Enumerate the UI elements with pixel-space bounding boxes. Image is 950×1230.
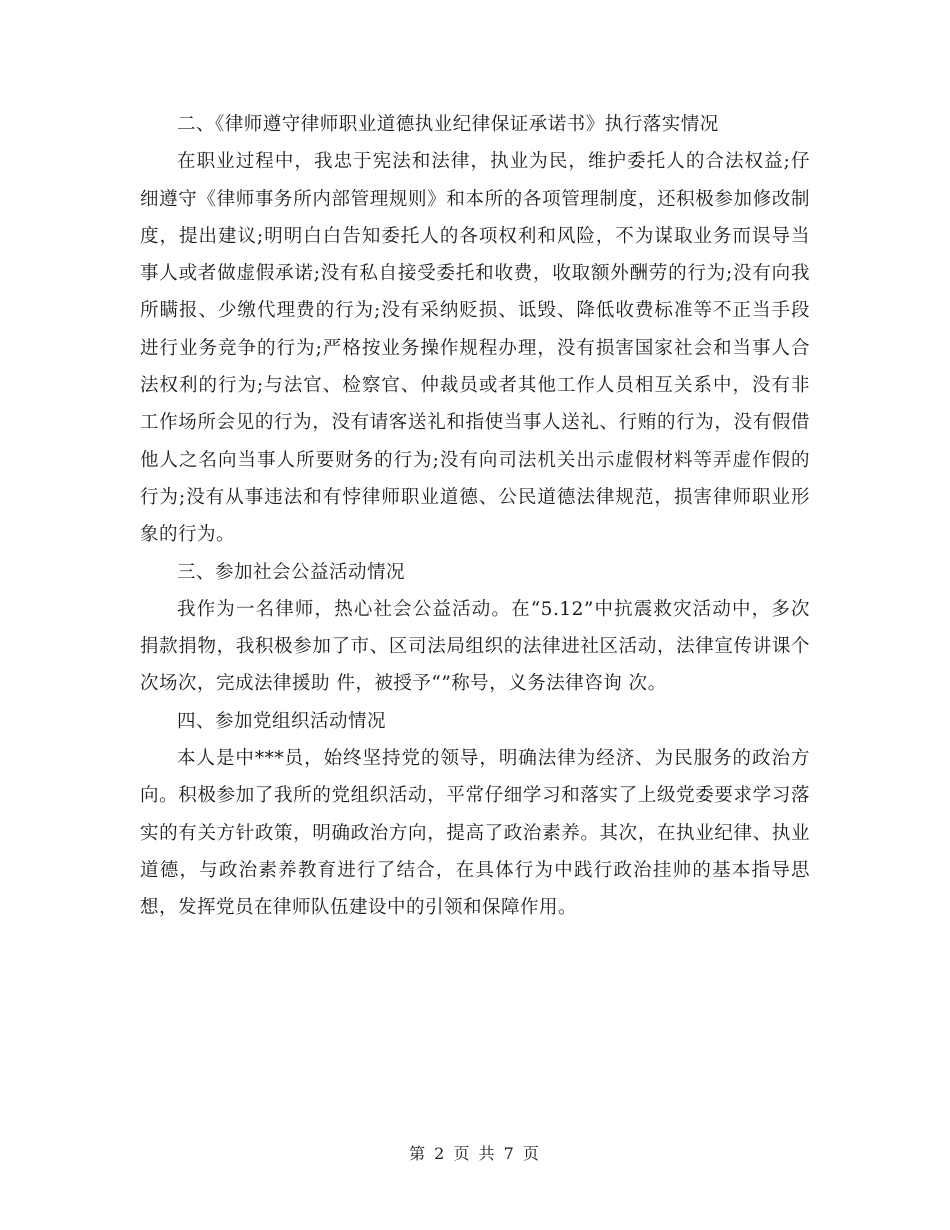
section-paragraph: 本人是中***员，始终坚持党的领导，明确法律为经济、为民服务的政治方向。积极参加了我所的党组织活动，平常仔细学习和落实了上级党委要求学习落实的有关方针政策，明确政治方向，提高了政治素养。其次，在执业纪律、执业道德，与政治素养教育进行了结合，在具体行为中践行政治挂帅的基本指导思想，发挥党员在律师队伍建设中的引领和保障作用。 [140, 748, 810, 919]
section-heading-3: 三、参加社会公益活动情况 [177, 561, 406, 583]
page-number-footer: 第 2 页 共 7 页 [409, 1144, 541, 1163]
document-body [140, 106, 810, 927]
section-heading-4: 四、参加党组织活动情况 [177, 710, 387, 732]
section-paragraph: 我作为一名律师，热心社会公益活动。在“5.12”中抗震救灾活动中，多次捐款捐物，我积极参加了市、区司法局组织的法律进社区活动，法律宣传讲课个次场次，完成法律援助 件，被授予“”称号，义务法律咨询 次。 [140, 598, 810, 695]
section-paragraph: 在职业过程中，我忠于宪法和法律，执业为民，维护委托人的合法权益;仔细遵守《律师事务所内部管理规则》和本所的各项管理制度，还积极参加修改制度，提出建议;明明白白告知委托人的各项权利和风险，不为谋取业务而误导当事人或者做虚假承诺;没有私自接受委托和收费，收取额外酬劳的行为;没有向我所瞒报、少缴代理费的行为;没有采纳贬损、诋毁、降低收费标准等不正当手段进行业务竞争的行为;严格按业务操作规程办理，没有损害国家社会和当事人合法权利的行为;与法官、检察官、仲裁员或者其他工作人员相互关系中，没有非工作场所会见的行为，没有请客送礼和指使当事人送礼、行贿的行为，没有假借他人之名向当事人所要财务的行为;没有向司法机关出示虚假材料等弄虚作假的行为;没有从事违法和有悖律师职业道德、公民道德法律规范，损害律师职业形象的行为。 [140, 151, 810, 546]
section-heading-2: 二、《律师遵守律师职业道德执业纪律保证承诺书》执行落实情况 [177, 114, 719, 135]
